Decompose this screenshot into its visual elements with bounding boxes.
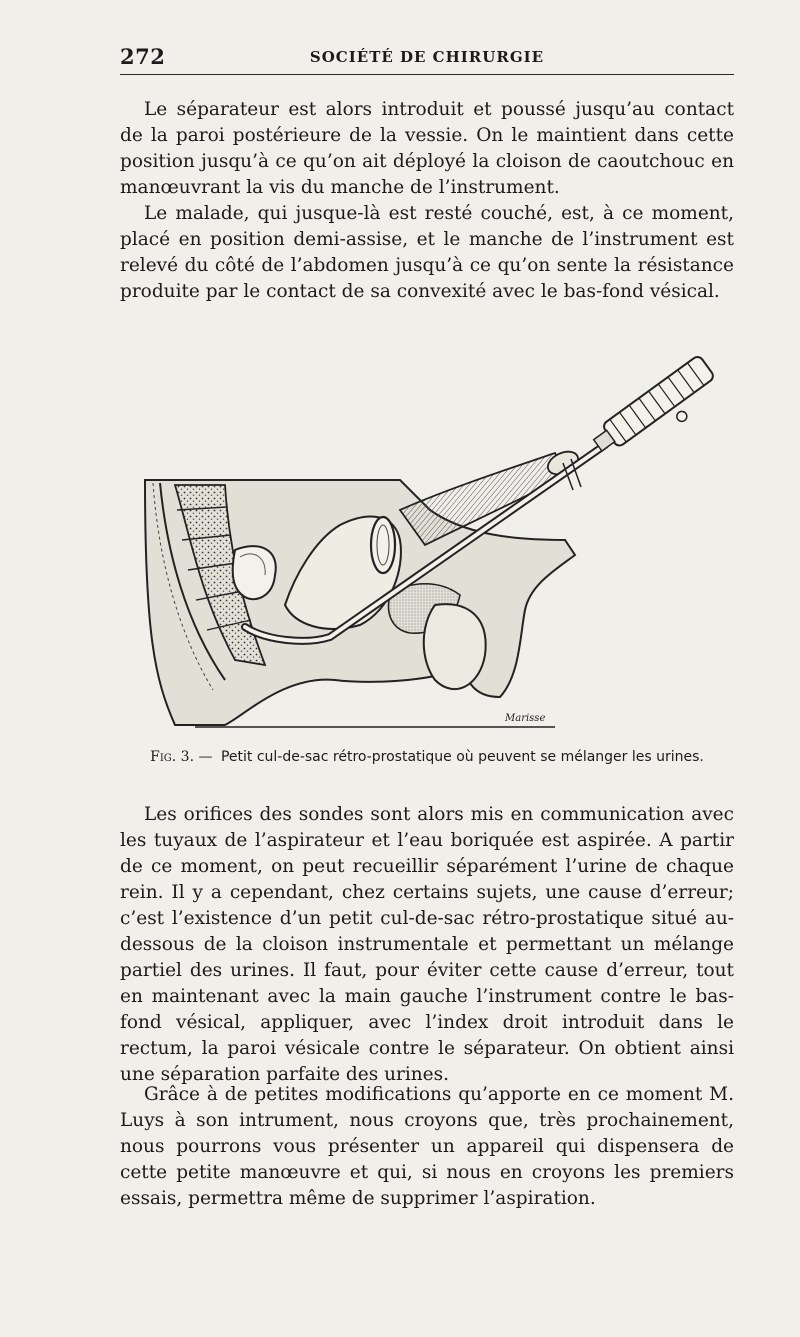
page-number: 272	[120, 44, 166, 69]
instrument-handle	[590, 355, 726, 471]
figure-illustration	[135, 335, 735, 735]
artist-signature: Marisse	[505, 713, 546, 724]
paragraph-3: Les orifices des sondes sont alors mis en communication avec les tuyaux de l’aspirateur et l’eau boriquée est aspirée. A partir de ce moment, on peut recueillir séparément l’urine de chaque rein. Il y a cependant, chez certains sujets, une cause d’erreur; c’est l’existence d’un petit cul-de-sac rétro-prostatique situé au-dessous de la cloison instrumentale et permettant un mélange partiel des urines. Il faut, pour éviter cette cause d’erreur, tout en maintenant avec la main gauche l’instrument contre le bas-fond vésical, appliquer, avec l’index droit introduit dans le rectum, la paroi vésicale contre le séparateur. On obtient ainsi une séparation parfaite des urines.	[120, 804, 734, 1085]
paragraph-4: Grâce à de petites modifications qu’apporte en ce moment M. Luys à son intrument, nous croyons que, très prochainement, nous pourrons vous présenter un appareil qui dispensera de cette petite manœuvre et qui, si nous en croyons les premiers essais, permettra même de supprimer l’aspiration.	[120, 1084, 734, 1209]
caption-label: Fig. 3. —	[150, 749, 213, 765]
paragraph-2: Le malade, qui jusque-là est resté couché, est, à ce moment, placé en position demi-assise, et le manche de l’instrument est relevé du côté de l’abdomen jusqu’à ce qu’on sente la résistance produite par le contact de sa convexité avec le bas-fond vésical.	[120, 203, 734, 302]
page-header	[120, 40, 734, 75]
scrotum	[424, 604, 486, 689]
running-head: SOCIÉTÉ DE CHIRURGIE	[309, 48, 545, 66]
anatomical-figure	[135, 335, 735, 735]
figure-caption	[120, 749, 734, 765]
caption-text: Petit cul-de-sac rétro-prostatique où peuvent se mélanger les urines.	[220, 749, 704, 765]
paragraph-1: Le séparateur est alors introduit et poussé jusqu’au contact de la paroi postérieure de la vessie. On le maintient dans cette position jusqu’à ce qu’on ait déployé la cloison de caoutchouc en manœuvrant la vis du manche de l’instrument.	[120, 99, 734, 198]
